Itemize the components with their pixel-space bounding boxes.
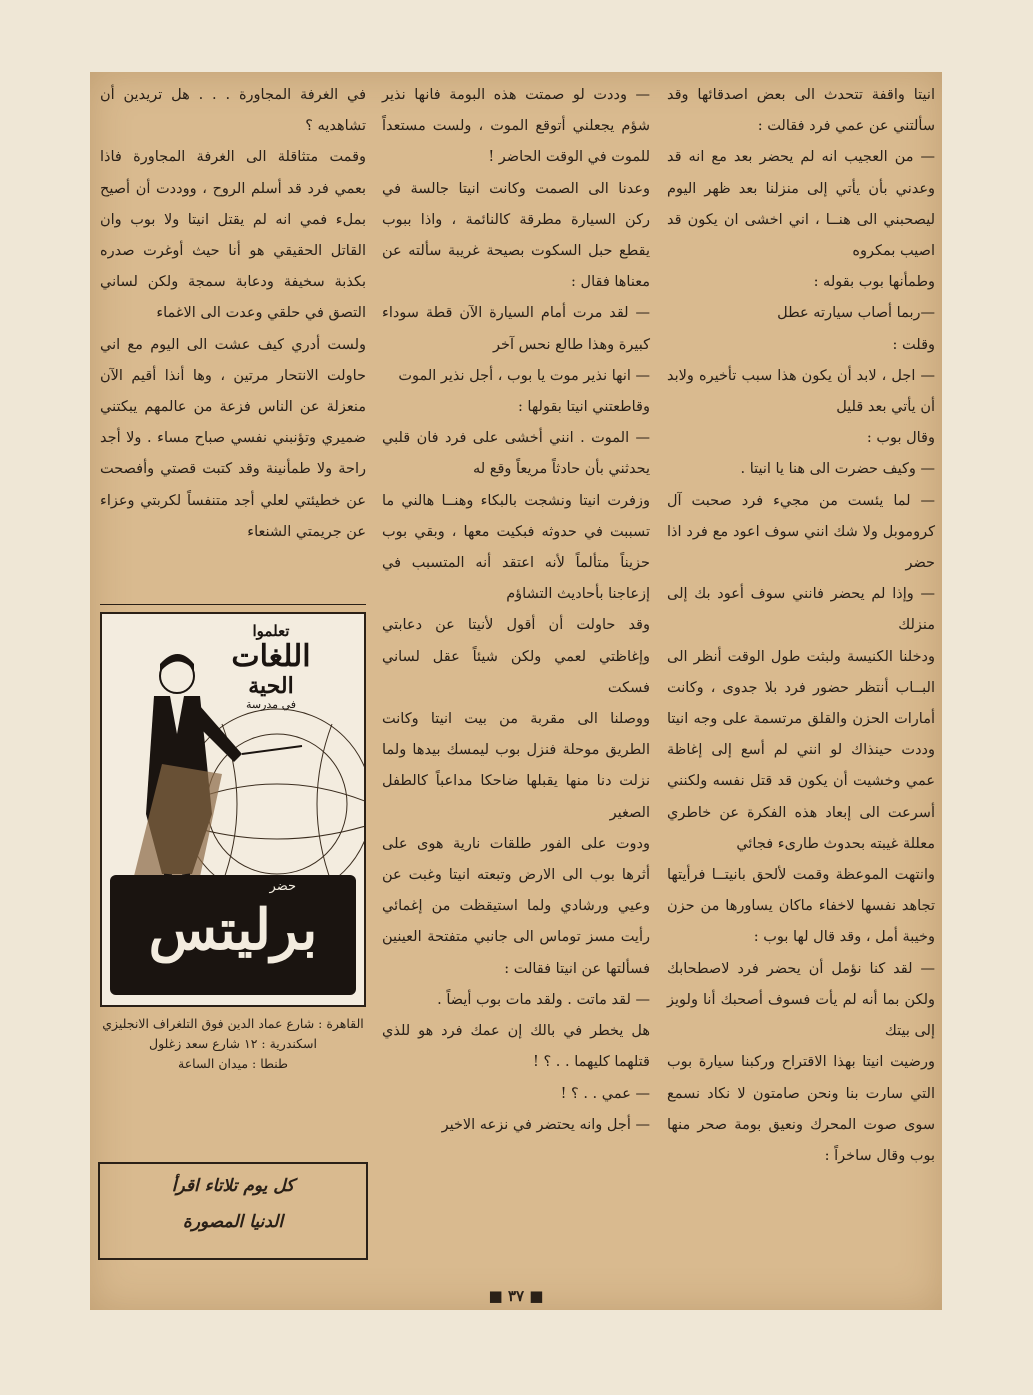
- language-school-advertisement: [100, 612, 366, 1007]
- ad-addresses: [100, 1014, 366, 1074]
- paragraph: وقلت :: [892, 336, 935, 353]
- paragraph: —ربما أصاب سيارته عطل: [777, 305, 935, 322]
- paragraph: وانتهت الموعظة وقمت لألحق بانيتــا فرأيتها تجاهد نفسها لاخفاء ماكان يساورها من حزن وخيبة أمل ، وقد قال لها بوب :: [667, 867, 935, 946]
- ad-brand-small: حضر: [269, 879, 296, 894]
- ad-line-1: تعلموا: [252, 622, 290, 640]
- text-column-middle: [382, 80, 650, 1141]
- paragraph: — عمي . . ؟ !: [560, 1085, 650, 1102]
- paragraph: ودوت على الفور طلقات نارية هوى على أثرها بوب الى الارض وتبعته انيتا وغبت عن وعيي ورشادي ولما استيقظت من إغمائي رأيت مسز توماس الى جانبي متفتحة العينين فسألتها عن انيتا فقالت :: [382, 835, 650, 977]
- address-line: طنطا : ميدان الساعة: [178, 1056, 288, 1071]
- paragraph: انيتا واقفة تتحدث الى بعض اصدقائها وقد سألتني عن عمي فرد فقالت :: [667, 87, 935, 135]
- paragraph: — انها نذير موت يا بوب ، أجل نذير الموت: [398, 367, 650, 384]
- paragraph: ودخلنا الكنيسة ولبثت طول الوقت أنظر الى البــاب أنتظر حضور فرد بلا جدوى ، وكانت أمارات الحزن والقلق مرتسمة على وجه انيتا وددت حينذاك لو انني لم أسع إلى إغاظة عمي وخشيت أن يكون قد قتل نفسه ولكنني أسرعت الى إبعاد هذه الفكرة عن خاطري معللة غيبته بحدوث طارىء فجائي: [667, 648, 935, 852]
- ad-brand-name: برليتس: [148, 897, 318, 963]
- page-number: ■ ٣٧ ■: [488, 1287, 544, 1305]
- paragraph: — لقد ماتت . ولقد مات بوب أيضاً .: [437, 991, 650, 1008]
- paragraph: — وددت لو صمتت هذه البومة فانها نذير شؤم يجعلني أتوقع الموت ، ولست مستعداً للموت في الوقت الحاضر !: [382, 87, 650, 166]
- paragraph: ووصلنا الى مقربة من بيت انيتا وكانت الطريق موحلة فنزل بوب ليمسك بيدها ولما نزلت دنا منها يقبلها ضاحكا مداعباً كالطفل الصغير: [382, 711, 650, 821]
- paragraph: وقال بوب :: [866, 430, 935, 447]
- paragraph: — الموت . انني أخشى على فرد فان قلبي يحدثني بأن حادثاً مريعاً وقع له: [382, 430, 650, 478]
- paragraph: هل يخطر في بالك إن عمك فرد هو للذي قتلهما كليهما . . ؟ !: [382, 1023, 650, 1071]
- promo-line-2: الدنيا المصورة: [182, 1212, 284, 1232]
- ad-headline: [196, 622, 346, 711]
- ad-line-4: في مدرسة: [245, 698, 296, 711]
- paragraph: وطمأنها بوب بقوله :: [813, 274, 935, 291]
- paragraph: وقاطعتني انيتا بقولها :: [517, 399, 650, 416]
- paragraph: وعدنا الى الصمت وكانت انيتا جالسة في ركن السيارة مطرقة كالنائمة ، واذا ببوب يقطع حبل السكوت بصيحة غريبة سألته عن معناها فقال :: [382, 180, 650, 291]
- paragraph: — اجل ، لابد أن يكون هذا سبب تأخيره ولابد أن يأتي بعد قليل: [667, 367, 935, 416]
- paragraph: — أجل وانه يحتضر في نزعه الاخير: [441, 1116, 650, 1133]
- paragraph: وقمت متثاقلة الى الغرفة المجاورة فاذا بعمي فرد قد أسلم الروح ، ووددت أن أصيح بملء فمي انه لم يقتل انيتا ولا بوب وان القاتل الحقيقي هو أنا حيث أوغرت صدره بكذبة سخيفة ودعابة سمجة ولكن لساني التصق في حلقي وعدت الى الاغماء: [100, 149, 366, 322]
- paragraph: — لقد مرت أمام السيارة الآن قطة سوداء كبيرة وهذا طالع نحس آخر: [382, 305, 650, 353]
- paragraph: ولست أدري كيف عشت الى اليوم مع اني حاولت الانتحار مرتين ، وها أنذا أقيم الآن منعزلة عن الناس فزعة من عالمهم يبكتني ضميري وتؤنبني نفسي صباح مساء . ولا أجد راحة ولا طمأنينة وقد كتبت قصتي وأفصحت عن خطيئتي لعلي أجد متنفساً لكربتي وعزاء عن جريمتي الشنعاء: [100, 336, 366, 540]
- paragraph: — وإذا لم يحضر فانني سوف أعود بك إلى منزلك: [667, 586, 935, 634]
- promo-line-1: كل يوم تلاتاء اقرأ: [171, 1176, 295, 1196]
- ad-line-3: الحية: [248, 673, 294, 699]
- magazine-page: [90, 72, 942, 1310]
- paragraph: وزفرت انيتا ونشجت بالبكاء وهنــا هالني ما تسببت في حدوثه فبكيت معها ، وبقي بوب حزيناً متألماً لأنه اعتقد أنه المتسبب في إزعاجنا بأحاديث التشاؤم: [382, 492, 650, 603]
- paragraph: — لقد كنا نؤمل أن يحضر فرد لاصطحابك ولكن بما أنه لم يأت فسوف أصحبك أنا ولويز إلى بيتك: [667, 960, 935, 1040]
- paragraph: ورضيت انيتا بهذا الاقتراح وركبنا سيارة بوب التي سارت بنا ونحن صامتون لا نكاد نسمع سوى صوت المحرك ونعيق بومة صحر منها بوب وقال ساخراً :: [667, 1054, 935, 1164]
- paragraph: وقد حاولت أن أقول لأنيتا عن دعابتي وإغاظتي لعمي ولكن شيئاً عقل لساني فسكت: [382, 617, 650, 696]
- text-column-right: [667, 80, 935, 1172]
- section-divider: [100, 604, 366, 605]
- promo-box: [98, 1162, 368, 1260]
- address-line: اسكندرية : ١٢ شارع سعد زغلول: [148, 1036, 317, 1051]
- paragraph: — لما يئست من مجيء فرد صحبت آل كروموبل ولا شك انني سوف اعود مع فرد اذا حضر: [667, 492, 935, 572]
- ad-brand-banner: [110, 875, 356, 995]
- paragraph: — وكيف حضرت الى هنا يا انيتا .: [740, 461, 935, 478]
- text-column-left: [100, 80, 366, 592]
- address-line: القاهرة : شارع عماد الدين فوق التلغراف الانجليزي: [102, 1016, 364, 1031]
- ad-line-2: اللغات: [231, 639, 311, 674]
- paragraph: في الغرفة المجاورة . . . هل تريدين أن تشاهديه ؟: [100, 87, 366, 135]
- paragraph: — من العجيب انه لم يحضر بعد مع انه قد وعدني بأن يأتي إلى منزلنا بعد ظهر اليوم ليصحبني الى هنــا ، اني اخشى ان يكون قد اصيب بمكروه: [667, 149, 935, 260]
